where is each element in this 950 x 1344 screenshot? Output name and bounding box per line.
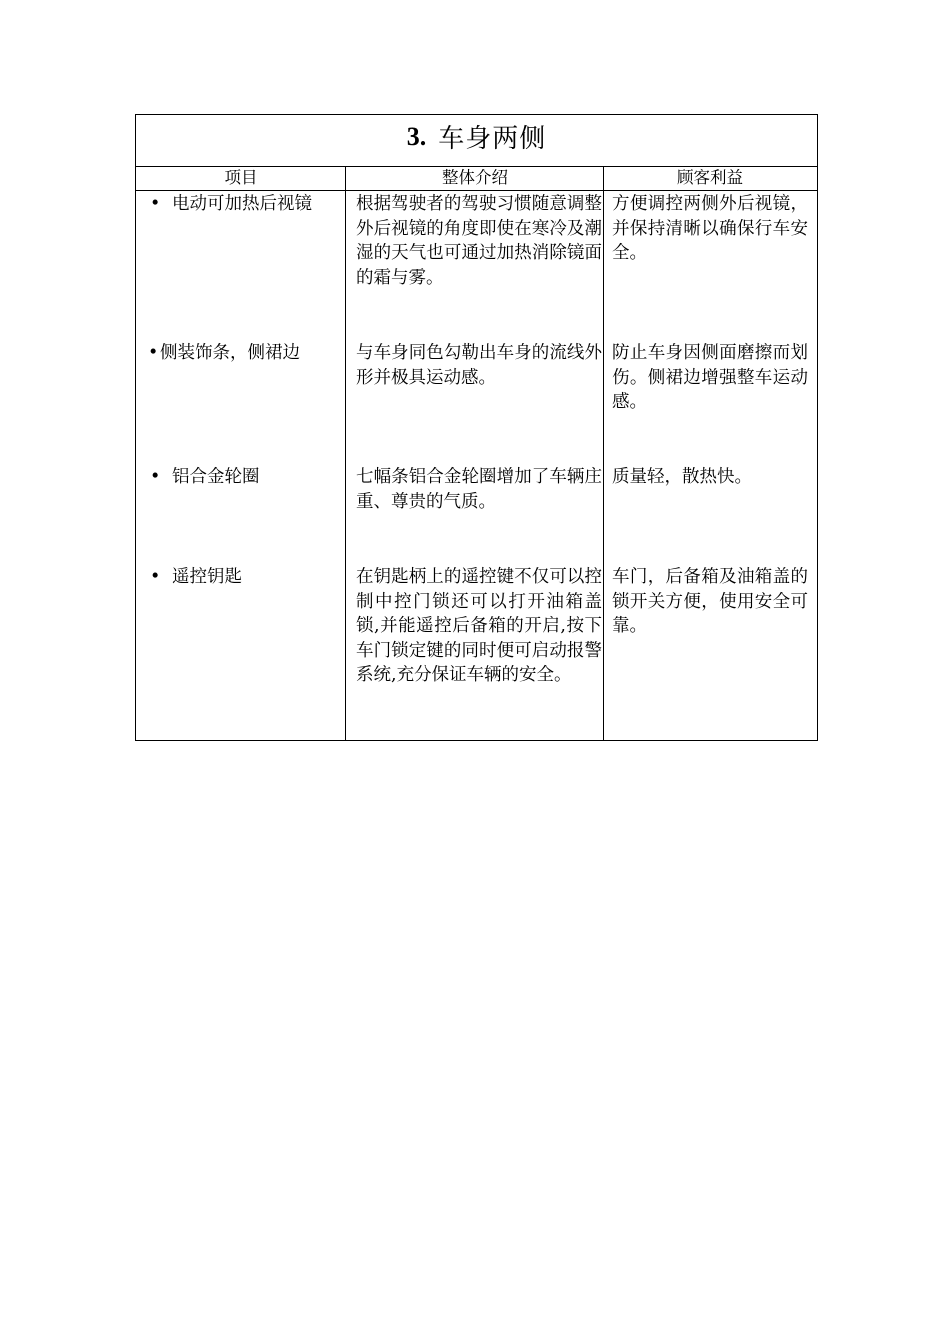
table-row-benefit: 方便调控两侧外后视镜，并保持清晰以确保行车安全。 <box>612 194 808 264</box>
feature-table <box>135 114 818 741</box>
section-title: 车身两侧 <box>438 124 547 154</box>
table-row-item <box>136 465 346 490</box>
item-label: 遥控钥匙 <box>172 567 242 587</box>
table-row-description: 七幅条铝合金轮圈增加了车辆庄重、尊贵的气质。 <box>356 467 602 512</box>
table-row-benefit: 防止车身因侧面磨擦而划伤。侧裙边增强整车运动感。 <box>612 343 808 413</box>
header-benefit: 顾客利益 <box>677 168 743 187</box>
table-row-benefit: 质量轻，散热快。 <box>612 467 752 487</box>
table-row-description: 与车身同色勾勒出车身的流线外形并极具运动感。 <box>356 343 602 388</box>
table-title-row <box>136 115 817 167</box>
bullet-marker: • <box>150 567 161 587</box>
section-number-separator: . <box>419 121 427 151</box>
item-label: 侧装饰条，侧裙边 <box>160 343 300 363</box>
table-row-description: 在钥匙柄上的遥控键不仅可以控制中控门锁还可以打开油箱盖锁,并能遥控后备箱的开启,按下车门锁定键的同时便可启动报警系统,充分保证车辆的安全。 <box>356 567 602 686</box>
bullet-marker: • <box>148 343 159 363</box>
table-row-item <box>136 341 346 366</box>
bullet-marker: • <box>150 467 161 487</box>
header-description: 整体介绍 <box>442 168 508 187</box>
item-label: 铝合金轮圈 <box>172 467 260 487</box>
table-row-description: 根据驾驶者的驾驶习惯随意调整外后视镜的角度即使在寒冷及潮湿的天气也可通过加热消除镜面的霜与雾。 <box>356 194 602 288</box>
table-row-item <box>136 192 346 217</box>
table-row-benefit: 车门，后备箱及油箱盖的锁开关方便，使用安全可靠。 <box>612 567 808 637</box>
table-header-row <box>136 167 817 191</box>
item-label: 电动可加热后视镜 <box>172 194 312 214</box>
section-number: 3 <box>406 121 420 151</box>
bullet-marker: • <box>150 194 161 214</box>
header-item: 项目 <box>224 168 258 187</box>
table-row-item <box>136 565 346 590</box>
